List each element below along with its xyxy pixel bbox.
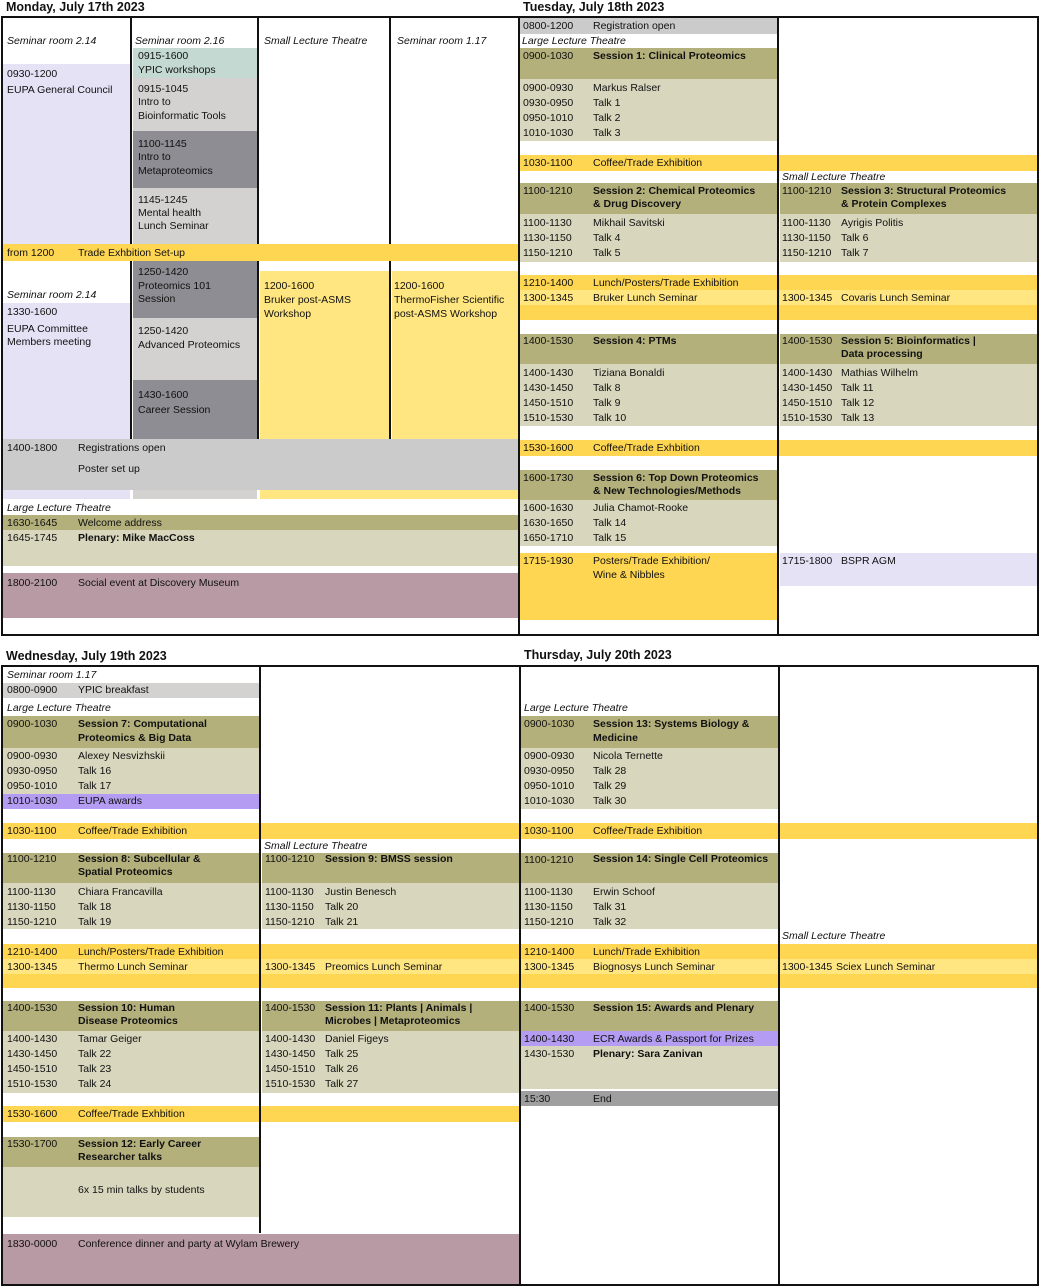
mon-col2-divider-b — [257, 261, 259, 439]
event-time: from 1200 — [7, 247, 55, 259]
yellow-strip — [260, 490, 518, 499]
talk-time: 1400-1430 — [265, 1033, 316, 1045]
session-time: 0900-1030 — [524, 718, 575, 730]
event-title: Thermo Lunch Seminar — [78, 961, 188, 973]
room-label: Small Lecture Theatre — [782, 171, 886, 183]
room-label: Large Lecture Theatre — [524, 702, 628, 714]
talk-title: Chiara Francavilla — [78, 886, 163, 898]
session-title: Session 8: Subcellular & — [78, 853, 201, 865]
talk-title: Talk 11 — [841, 382, 874, 394]
event-time: 1100-1145 — [138, 138, 187, 150]
talk-title: Talk 29 — [593, 780, 627, 792]
event-title: Mental health — [138, 207, 202, 219]
event-time: 15:30 — [524, 1093, 551, 1105]
session-title: Session 1: Clinical Proteomics — [593, 50, 746, 62]
session-title: Proteomics & Big Data — [78, 732, 192, 744]
talk-title: Talk 23 — [78, 1063, 112, 1075]
talk-time: 1430-1450 — [523, 382, 574, 394]
session-title: Session 13: Systems Biology & — [593, 718, 750, 730]
event-title: Coffee/Trade Exhbition — [593, 442, 700, 454]
talk-time: 1130-1150 — [523, 232, 572, 244]
event-time: 1030-1100 — [523, 157, 573, 169]
talk-time: 1400-1430 — [523, 367, 574, 379]
event-title: Bruker post-ASMS — [264, 294, 351, 306]
tue-col-divider — [777, 16, 779, 636]
talk-time: 1010-1030 — [523, 127, 574, 139]
event-time: 1300-1345 — [524, 961, 575, 973]
event-title: Metaproteomics — [138, 165, 213, 177]
event-title: YPIC workshops — [138, 64, 216, 76]
talk-time: 1100-1130 — [782, 217, 831, 229]
talk-title: Markus Ralser — [593, 82, 661, 94]
event-time: 1715-1930 — [523, 555, 574, 567]
event-time: 1400-1800 — [7, 442, 58, 454]
talk-time: 1150-1210 — [782, 247, 832, 259]
event-title: EUPA awards — [78, 795, 142, 807]
talk-title: Tiziana Bonaldi — [593, 367, 665, 379]
session-time: 1100-1210 — [782, 185, 832, 197]
talk-time: 1010-1030 — [524, 795, 575, 807]
talk-title: Mathias Wilhelm — [841, 367, 919, 379]
talk-time: 1510-1530 — [523, 412, 574, 424]
event-title: Proteomics 101 — [138, 280, 211, 292]
talk-time: 0900-0930 — [524, 750, 575, 762]
talk-time: 1430-1450 — [7, 1048, 58, 1060]
event-title: Lunch/Posters/Trade Exhibition — [78, 946, 224, 958]
talk-title: Talk 2 — [593, 112, 621, 124]
session-title: Data processing — [841, 348, 923, 360]
talk-time: 1400-1430 — [7, 1033, 58, 1045]
session-time: 1400-1530 — [524, 1002, 575, 1014]
event-title: Plenary: Sara Zanivan — [593, 1048, 703, 1060]
talk-time: 1150-1210 — [7, 916, 57, 928]
talk-title: Talk 17 — [78, 780, 112, 792]
event-title: post-ASMS Workshop — [394, 308, 498, 320]
bottom-frame-right — [1037, 665, 1039, 1286]
talk-title: Nicola Ternette — [593, 750, 663, 762]
event-title: Registrations open — [78, 442, 166, 454]
talk-title: Talk 25 — [325, 1048, 359, 1060]
event-title: Coffee/Trade Exhibition — [593, 825, 703, 837]
talk-time: 1450-1510 — [523, 397, 574, 409]
talk-time: 1100-1130 — [265, 886, 314, 898]
event-title: YPIC breakfast — [78, 684, 149, 696]
talk-time: 1100-1130 — [7, 886, 56, 898]
event-title: Posters/Trade Exhibition/ — [593, 555, 710, 567]
event-time: 1200-1600 — [264, 280, 315, 292]
talk-time: 1430-1450 — [782, 382, 833, 394]
room-label: Seminar room 2.14 — [7, 35, 97, 47]
event-time: 1010-1030 — [7, 795, 58, 807]
session-time: 1400-1530 — [782, 335, 833, 347]
talk-time: 1130-1150 — [7, 901, 56, 913]
talk-time: 0950-1010 — [523, 112, 574, 124]
session-title: Session 2: Chemical Proteomics — [593, 185, 756, 197]
talk-time: 1130-1150 — [782, 232, 831, 244]
talk-title: Talk 1 — [593, 97, 621, 109]
wed-lunch-band-2 — [3, 974, 519, 988]
event-title: Lunch Seminar — [138, 220, 209, 232]
event-time: 0915-1045 — [138, 83, 189, 95]
event-title: EUPA General Council — [7, 84, 113, 96]
session-title: Session 3: Structural Proteomics — [841, 185, 1007, 197]
talk-time: 0900-0930 — [523, 82, 574, 94]
talk-title: Talk 19 — [78, 916, 112, 928]
talk-title: Talk 22 — [78, 1048, 112, 1060]
talk-title: Talk 6 — [841, 232, 869, 244]
mon-col1-divider — [130, 16, 132, 244]
lav-strip — [3, 490, 130, 499]
top-frame-top — [1, 16, 1039, 18]
talk-title: Talk 27 — [325, 1078, 359, 1090]
talk-title: Talk 20 — [325, 901, 359, 913]
session-time: 1100-1210 — [523, 185, 573, 197]
talk-title: Erwin Schoof — [593, 886, 655, 898]
room-label: Seminar room 2.14 — [7, 289, 97, 301]
talk-title: Daniel Figeys — [325, 1033, 389, 1045]
event-title: Lunch/Posters/Trade Exhibition — [593, 277, 739, 289]
talk-time: 0930-0950 — [523, 97, 574, 109]
talk-title: Talk 8 — [593, 382, 621, 394]
event-time: 1300-1345 — [7, 961, 58, 973]
event-title: Plenary: Mike MacCoss — [78, 532, 195, 544]
talk-title: Talk 5 — [593, 247, 621, 259]
event-title: ThermoFisher Scientific — [394, 294, 505, 306]
session-time: 1400-1530 — [523, 335, 574, 347]
event-time: 1030-1100 — [7, 825, 57, 837]
day-title-thursday: Thursday, July 20th 2023 — [524, 648, 672, 662]
event-title: Trade Exhbition Set-up — [78, 247, 186, 259]
thu-col-divider — [778, 665, 780, 1286]
event-time: 0930-1200 — [7, 68, 58, 80]
event-title: Registration open — [593, 20, 676, 32]
event-time: 1300-1345 — [782, 961, 833, 973]
event-title: Welcome address — [78, 517, 162, 529]
event-title: BSPR AGM — [841, 555, 896, 567]
talk-time: 1150-1210 — [265, 916, 315, 928]
event-time: 1430-1530 — [524, 1048, 575, 1060]
event-time: 1830-0000 — [7, 1238, 58, 1250]
session-title: & Protein Complexes — [841, 198, 947, 210]
session-title: & New Technologies/Methods — [593, 485, 741, 497]
room-label: Large Lecture Theatre — [522, 35, 626, 47]
talk-title: Talk 9 — [593, 397, 621, 409]
event-time: 1145-1245 — [138, 194, 188, 206]
talk-time: 1600-1630 — [523, 502, 574, 514]
wed-thu-divider — [519, 665, 521, 1286]
session-title: Session 12: Early Career — [78, 1138, 202, 1150]
event-time: 0915-1600 — [138, 50, 189, 62]
event-time: 1300-1345 — [782, 292, 833, 304]
talk-title: Talk 13 — [841, 412, 875, 424]
session-title: Medicine — [593, 732, 638, 744]
talk-time: 1100-1130 — [523, 217, 572, 229]
session-time: 1600-1730 — [523, 472, 574, 484]
event-time: 1250-1420 — [138, 325, 189, 337]
talk-title: Talk 26 — [325, 1063, 359, 1075]
session-title: Microbes | Metaproteomics — [325, 1015, 461, 1027]
talk-title: Justin Benesch — [325, 886, 397, 898]
room-label: Small Lecture Theatre — [264, 35, 368, 47]
talk-time: 1130-1150 — [524, 901, 573, 913]
session-title: & Drug Discovery — [593, 198, 682, 210]
event-title: Bioinformatic Tools — [138, 110, 226, 122]
talk-time: 1650-1710 — [523, 532, 574, 544]
top-frame-bottom — [1, 634, 1039, 636]
event-time: 1210-1400 — [524, 946, 575, 958]
talk-title: Talk 3 — [593, 127, 621, 139]
talk-title: Mikhail Savitski — [593, 217, 665, 229]
room-label: Seminar room 1.17 — [397, 35, 487, 47]
event-time: 1300-1345 — [523, 292, 574, 304]
event-time: 1200-1600 — [394, 280, 445, 292]
day-title-monday: Monday, July 17th 2023 — [6, 0, 145, 14]
room-label: Large Lecture Theatre — [7, 702, 111, 714]
room-label: Small Lecture Theatre — [264, 840, 368, 852]
event-time: 1300-1345 — [265, 961, 316, 973]
talk-title: Tamar Geiger — [78, 1033, 142, 1045]
wed-col-divider — [259, 665, 261, 1233]
day-title-tuesday: Tuesday, July 18th 2023 — [523, 0, 665, 14]
room-label: Large Lecture Theatre — [7, 502, 111, 514]
talk-time: 0950-1010 — [7, 780, 58, 792]
session-title: Disease Proteomics — [78, 1015, 178, 1027]
event-title: Coffee/Trade Exhibition — [78, 825, 188, 837]
talk-title: Talk 30 — [593, 795, 627, 807]
session-time: 1100-1210 — [7, 853, 57, 865]
session-title: Session 4: PTMs — [593, 335, 677, 347]
session-time: 1400-1530 — [7, 1002, 58, 1014]
event-title: Bruker Lunch Seminar — [593, 292, 698, 304]
event-time: 0800-0900 — [7, 684, 58, 696]
event-title: Advanced Proteomics — [138, 339, 241, 351]
event-title: Coffee/Trade Exhbition — [78, 1108, 185, 1120]
session-time: 1100-1210 — [524, 854, 574, 866]
event-title: Poster set up — [78, 463, 140, 475]
event-time: 1645-1745 — [7, 532, 58, 544]
talk-title: Talk 10 — [593, 412, 627, 424]
event-title: Biognosys Lunch Seminar — [593, 961, 715, 973]
talk-time: 1630-1650 — [523, 517, 574, 529]
session-time: 0900-1030 — [7, 718, 58, 730]
event-title: EUPA Committee — [7, 323, 88, 335]
event-title: Wine & Nibbles — [593, 569, 665, 581]
session-time: 0900-1030 — [523, 50, 574, 62]
session-time: 1100-1210 — [265, 853, 315, 865]
talk-title: Talk 4 — [593, 232, 621, 244]
talk-time: 0930-0950 — [524, 765, 575, 777]
talk-time: 1450-1510 — [782, 397, 833, 409]
event-time: 1430-1600 — [138, 389, 189, 401]
session-title: Researcher talks — [78, 1151, 163, 1163]
session-title: Session 6: Top Down Proteomics — [593, 472, 759, 484]
talk-title: Talk 18 — [78, 901, 112, 913]
event-title: 6x 15 min talks by students — [78, 1184, 205, 1196]
event-time: 1630-1645 — [7, 517, 58, 529]
talk-title: Talk 15 — [593, 532, 627, 544]
event-title: End — [593, 1093, 612, 1105]
talk-time: 1150-1210 — [523, 247, 573, 259]
session-title: Session 7: Computational — [78, 718, 207, 730]
talk-time: 1510-1530 — [265, 1078, 316, 1090]
event-time: 1250-1420 — [138, 266, 189, 278]
talk-title: Talk 32 — [593, 916, 627, 928]
event-title: Conference dinner and party at Wylam Brewery — [78, 1238, 300, 1250]
event-title: Preomics Lunch Seminar — [325, 961, 443, 973]
talk-time: 1100-1130 — [524, 886, 573, 898]
event-title: Social event at Discovery Museum — [78, 577, 240, 589]
session-title: Session 14: Single Cell Proteomics — [593, 853, 769, 865]
mon-col2-divider — [257, 16, 259, 244]
event-time: 1800-2100 — [7, 577, 58, 589]
session-title: Spatial Proteomics — [78, 866, 173, 878]
talk-time: 1150-1210 — [524, 916, 574, 928]
event-title: Career Session — [138, 404, 211, 416]
talk-title: Talk 16 — [78, 765, 112, 777]
event-title: Intro to — [138, 151, 171, 163]
event-title: Workshop — [264, 308, 312, 320]
talk-title: Talk 31 — [593, 901, 627, 913]
talk-title: Talk 28 — [593, 765, 627, 777]
talk-time: 1510-1530 — [7, 1078, 58, 1090]
session-title: Session 15: Awards and Plenary — [593, 1002, 755, 1014]
event-time: 0800-1200 — [523, 20, 574, 32]
room-label: Seminar room 1.17 — [7, 669, 97, 681]
talk-title: Talk 12 — [841, 397, 875, 409]
event-title: Session — [138, 293, 176, 305]
day-title-wednesday: Wednesday, July 19th 2023 — [6, 649, 167, 663]
event-time: 1530-1600 — [7, 1108, 58, 1120]
top-frame-right — [1037, 16, 1039, 636]
talk-time: 0950-1010 — [524, 780, 575, 792]
grey-strip — [133, 490, 257, 499]
talk-title: Talk 24 — [78, 1078, 112, 1090]
event-title: Intro to — [138, 96, 171, 108]
session-time: 1530-1700 — [7, 1138, 58, 1150]
event-title: Covaris Lunch Seminar — [841, 292, 951, 304]
room-label: Small Lecture Theatre — [782, 930, 886, 942]
session-title: Session 10: Human — [78, 1002, 175, 1014]
session-title: Session 9: BMSS session — [325, 853, 453, 865]
talk-time: 1450-1510 — [7, 1063, 58, 1075]
mon-tue-divider — [518, 16, 520, 636]
session-title: Session 5: Bioinformatics | — [841, 335, 976, 347]
session-time: 1400-1530 — [265, 1002, 316, 1014]
talk-title: Alexey Nesvizhskii — [78, 750, 165, 762]
end-band — [521, 1091, 778, 1106]
event-time: 1030-1100 — [524, 825, 574, 837]
talk-title: Talk 14 — [593, 517, 627, 529]
talk-time: 1510-1530 — [782, 412, 833, 424]
room-label: Seminar room 2.16 — [135, 35, 225, 47]
event-title: Coffee/Trade Exhibition — [593, 157, 703, 169]
talk-time: 1430-1450 — [265, 1048, 316, 1060]
talk-title: Talk 21 — [325, 916, 359, 928]
event-title: Members meeting — [7, 336, 92, 348]
bottom-frame-left — [1, 665, 3, 1286]
talk-title: Julia Chamot-Rooke — [593, 502, 689, 514]
talk-title: Ayrigis Politis — [841, 217, 904, 229]
talk-time: 1130-1150 — [265, 901, 314, 913]
event-time: 1715-1800 — [782, 555, 833, 567]
talk-time: 1450-1510 — [265, 1063, 316, 1075]
top-frame-left — [1, 16, 3, 636]
mon-col1-divider-b — [130, 261, 132, 439]
session-title: Session 11: Plants | Animals | — [325, 1002, 473, 1014]
event-time: 1210-1400 — [7, 946, 58, 958]
event-time: 1210-1400 — [523, 277, 574, 289]
event-time: 1400-1430 — [524, 1033, 575, 1045]
talk-title: Talk 7 — [841, 247, 869, 259]
talk-time: 0930-0950 — [7, 765, 58, 777]
event-title: Sciex Lunch Seminar — [836, 961, 936, 973]
mon-col3-divider — [389, 16, 391, 244]
event-time: 1330-1600 — [7, 306, 58, 318]
talk-time: 1400-1430 — [782, 367, 833, 379]
event-title: ECR Awards & Passport for Prizes — [593, 1033, 754, 1045]
mon-col3-divider-b — [389, 261, 391, 439]
talk-time: 0900-0930 — [7, 750, 58, 762]
event-title: Lunch/Trade Exhibition — [593, 946, 701, 958]
event-time: 1530-1600 — [523, 442, 574, 454]
